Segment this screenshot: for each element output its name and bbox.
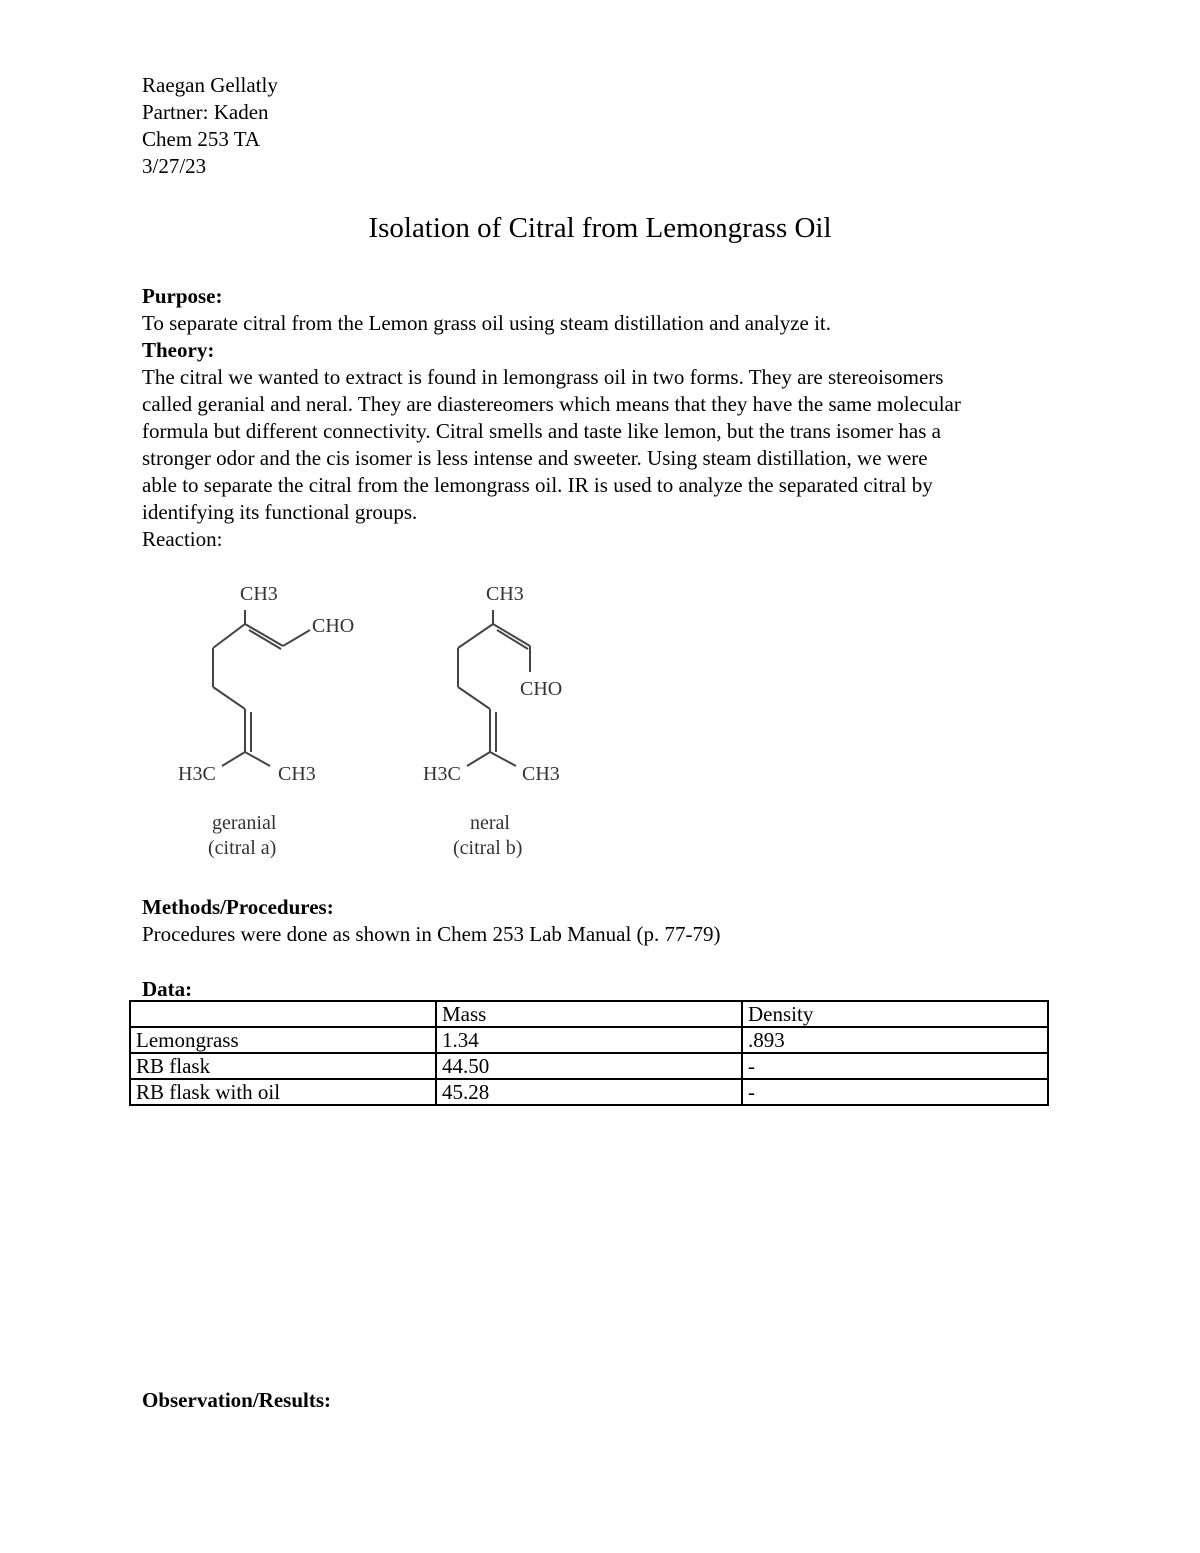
table-cell: -: [742, 1053, 1048, 1079]
theory-heading: Theory:: [142, 338, 215, 362]
table-row: [130, 1079, 1048, 1105]
theory-line: formula but different connectivity. Citral smells and taste like lemon, but the trans isomer has a: [142, 419, 941, 443]
theory-paragraph: [142, 364, 1072, 526]
geranial-name: geranial: [212, 812, 277, 834]
table-cell: 44.50: [436, 1053, 742, 1079]
geranial-structure: [213, 610, 310, 766]
neral-name: neral: [470, 812, 510, 834]
date-line: 3/27/23: [142, 154, 207, 178]
neral-ch3-right: CH3: [522, 763, 560, 785]
table-header-row: [130, 1001, 1048, 1027]
theory-line: called geranial and neral. They are diastereomers which means that they have the same molecular: [142, 392, 961, 416]
table-cell: 45.28: [436, 1079, 742, 1105]
purpose-text: To separate citral from the Lemon grass oil using steam distillation and analyze it.: [142, 311, 832, 335]
geranial-cho: CHO: [312, 615, 355, 637]
table-row: [130, 1053, 1048, 1079]
table-cell: RB flask: [130, 1053, 436, 1079]
results-heading: Observation/Results:: [142, 1388, 331, 1412]
table-cell: .893: [742, 1027, 1048, 1053]
table-header-cell: Mass: [436, 1001, 742, 1027]
course-line: Chem 253 TA: [142, 127, 261, 151]
neral-h3c: H3C: [423, 763, 461, 785]
purpose-heading: Purpose:: [142, 284, 223, 308]
partner-line: Partner: Kaden: [142, 100, 269, 124]
document-title: Isolation of Citral from Lemongrass Oil: [368, 212, 832, 244]
data-table: [129, 1000, 1049, 1106]
reaction-label: Reaction:: [142, 527, 223, 551]
table-cell: 1.34: [436, 1027, 742, 1053]
citral-structures-figure: [160, 572, 600, 872]
neral-ch3-top: CH3: [486, 583, 524, 605]
geranial-h3c: H3C: [178, 763, 216, 785]
neral-cho: CHO: [520, 678, 563, 700]
geranial-ch3-right: CH3: [278, 763, 316, 785]
neral-alias: (citral b): [453, 837, 523, 859]
author-name: Raegan Gellatly: [142, 73, 278, 97]
data-heading: Data:: [142, 977, 193, 1001]
methods-text: Procedures were done as shown in Chem 253 Lab Manual (p. 77-79): [142, 922, 721, 946]
geranial-ch3-top: CH3: [240, 583, 278, 605]
geranial-alias: (citral a): [208, 837, 277, 859]
table-header-cell: [130, 1001, 436, 1027]
table-row: [130, 1027, 1048, 1053]
methods-heading: Methods/Procedures:: [142, 895, 334, 919]
theory-line: identifying its functional groups.: [142, 500, 418, 524]
table-cell: RB flask with oil: [130, 1079, 436, 1105]
theory-line: able to separate the citral from the lemongrass oil. IR is used to analyze the separated citral by: [142, 473, 933, 497]
table-header-cell: Density: [742, 1001, 1048, 1027]
theory-line: The citral we wanted to extract is found in lemongrass oil in two forms. They are stereoisomers: [142, 365, 944, 389]
theory-line: stronger odor and the cis isomer is less intense and sweeter. Using steam distillation, we were: [142, 446, 928, 470]
table-cell: Lemongrass: [130, 1027, 436, 1053]
table-cell: -: [742, 1079, 1048, 1105]
